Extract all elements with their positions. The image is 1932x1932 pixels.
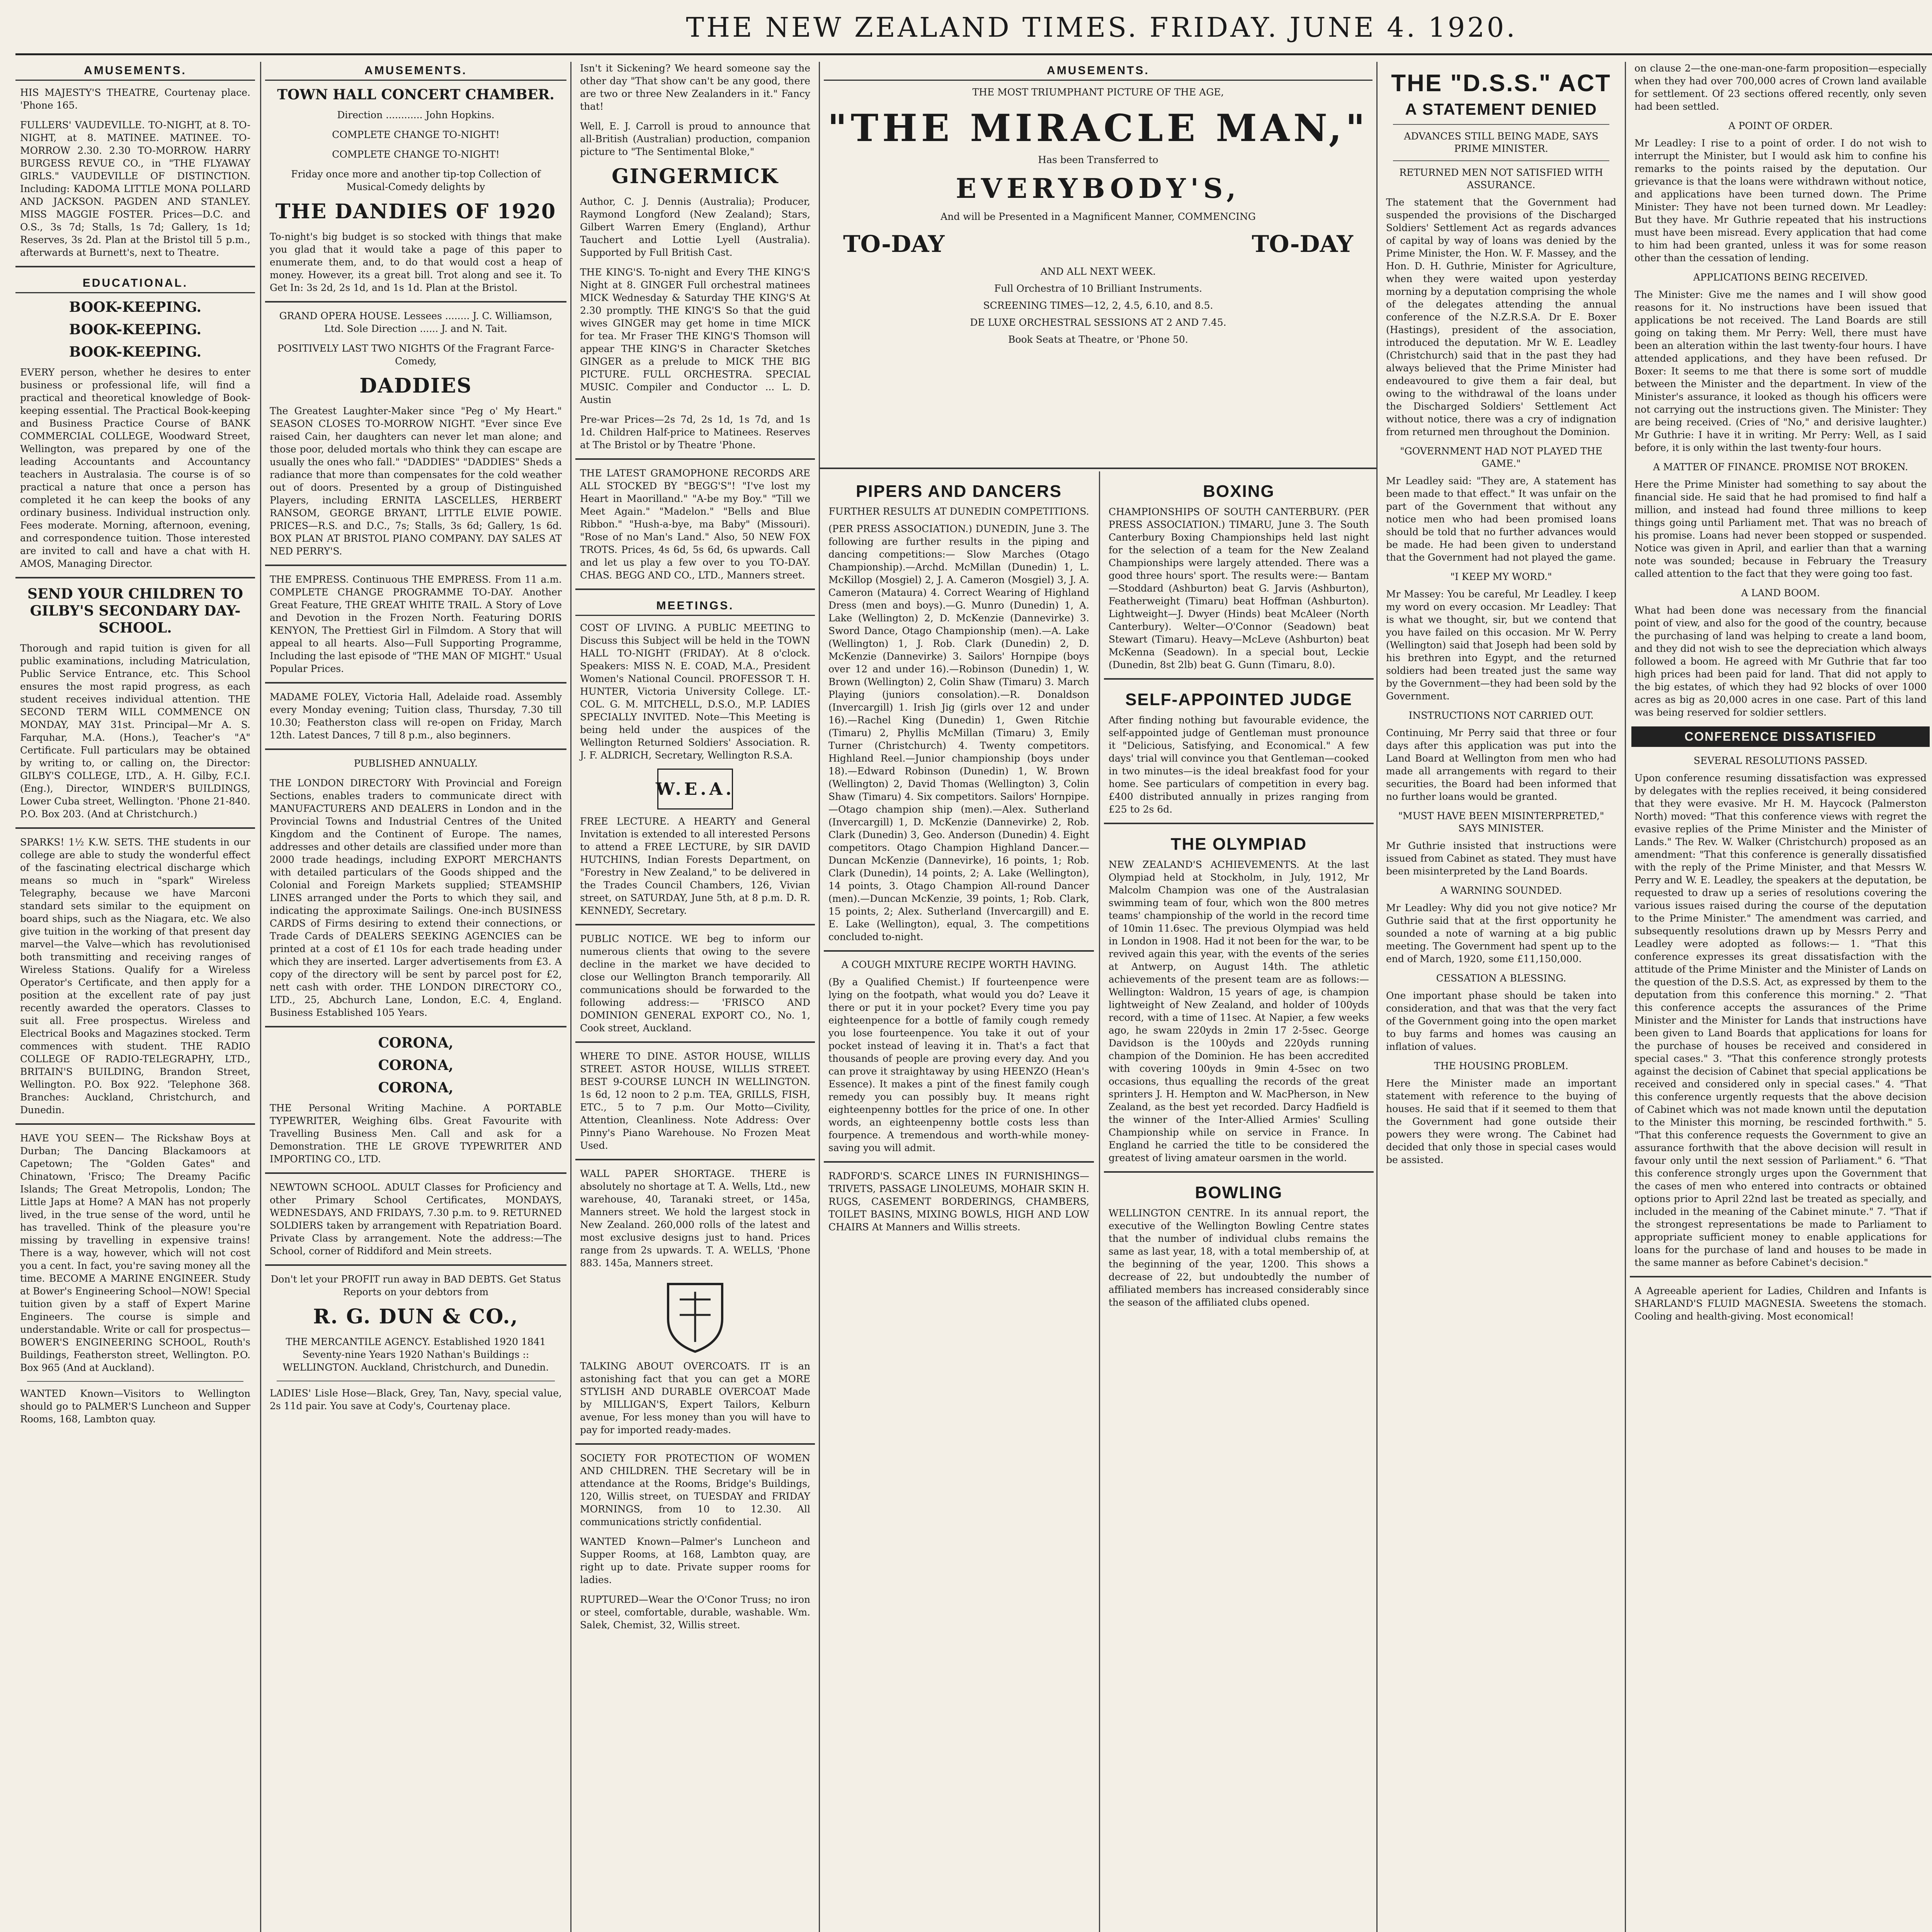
column-gingermick-meetings: [570, 62, 819, 1932]
dss-body-2: Mr Leadley said: "They are, A statement has been made to that effect." It was unfair on the part of the Government that without any notice men who had been promised loans should be told that no further advances would be made. He had been given to understand that the Government had not played the game.: [1386, 475, 1616, 563]
society-notice: SOCIETY FOR PROTECTION OF WOMEN AND CHILDREN. THE Secretary will be in attendance at the Rooms, Bridge's Buildings, 120, Willis street, on TUESDAY and FRIDAY MORNINGS, from 10 to 12.30. All communications strictly confidential.: [580, 1452, 810, 1527]
divider: [265, 682, 566, 684]
dss-cont-body-3: Here the Prime Minister had something to say about the financial side. He said that he had promised to find half a million, and instead had found three millions to keep things going until Parliament met. That was no breach of his promise. Loans had never been stopped or suspended. Notice was given in April, and earlier than that a warning note was sounded; because in February the Treasury called attention to the fact that they were going too fast.: [1634, 479, 1927, 579]
gingermick-body: Author, C. J. Dennis (Australia); Producer, Raymond Longford (New Zealand); Stars, Gilbert Warren Emery (England), Arthur Tauchert and Lottie Lyell (Australia). Supported by Full British Cast.: [580, 196, 810, 258]
dss-cont-body-4: What had been done was necessary from the financial point of view, and also for the good of the country, because the purchasing of land was helping to create a land boom, and they did not wish to see the depreciation which always followed a boom. He agreed with Mr Guthrie that far too high prices had been paid for land. That did not apply to the big estates, of which they had 92 blocks of over 1000 acres as big as 20,000 acres in one case. Part of this land was being reserved for soldier settlers.: [1634, 605, 1927, 718]
divider: [265, 748, 566, 750]
divider: [575, 1041, 815, 1043]
olympiad-body: NEW ZEALAND'S ACHIEVEMENTS. At the last Olympiad held at Stockholm, in July, 1912, Mr Malcolm Champion was one of the Australasian swimming team of four, which won the 800 metres teams' championship of the world in the record time of 10min 11.6sec. The previous Olympiad was held in London in 1908. Had it not been for the war, to be revived again this year, with the events of the series at Antwerp, on August 14th. The athletic achievements of the present team are as follows:— Wellington: Waldron, 15 years of age, is champion lightweight of New Zealand, and holder of 100yds record, with a time of 11sec. At Napier, a few weeks ago, he swam 220yds in 2min 17 2-5sec. George Davidson is the 100yds and 220yds running champion of the Dominion. He has been accredited with covering 100yds in 9min 4-5sec on two occasions, thus equalling the records of the great sprinters J. H. Hempton and W. MacPherson, in New Zealand, as the best yet recorded. Darcy Hadfield is the winner of the Inter-Allied Armies' Sculling Championship while on service in France. In England he carried the title to be considered the greatest of living amateur oarsmen in the world.: [1109, 859, 1369, 1163]
bookkeeping-heading-2: BOOK-KEEPING.: [69, 321, 202, 338]
dun-title: R. G. DUN & CO.,: [313, 1305, 519, 1328]
conference-banner: CONFERENCE DISSATISFIED: [1631, 726, 1930, 747]
divider: [265, 1172, 566, 1174]
bookkeeping-heading-3: BOOK-KEEPING.: [69, 344, 202, 360]
dun-body: THE MERCANTILE AGENCY. Established 1920 1841 Seventy-nine Years 1920 Nathan's Buildings :: WELLINGTON. Auckland, Christchurch, and Dunedin.: [282, 1336, 549, 1373]
empress-ad: THE EMPRESS. Continuous THE EMPRESS. From 11 a.m. COMPLETE CHANGE PROGRAMME TO-DAY. Another Great Feature, THE GREAT WHITE TRAIL. A Story of Love and Devotion in the Frozen North. Featuring DORIS KENYON, The Prettiest Girl in Filmdom. A Story that will appeal to all hearts. Also—Full Supporting Programme, Including the last episode of "THE MAN OF MIGHT." Usual Popular Prices.: [270, 574, 562, 674]
dss-body-8: Here the Minister made an important statement with reference to the buying of houses. He said that if it seemed to them that the Government had gone outside their powers they were wrong. The Cabinet had decided that only those in special cases would be assisted.: [1386, 1078, 1616, 1165]
corona-2: CORONA,: [378, 1057, 454, 1073]
cough-headline: A COUGH MIXTURE RECIPE WORTH HAVING.: [841, 959, 1077, 970]
free-lecture-notice: FREE LECTURE. A HEARTY and General Invitation is extended to all interested Persons to attend a FREE LECTURE, by SIR DAVID HUTCHINS, Indian Forests Department, on "Forestry in New Zealand," to be delivered in the Trades Council Chambers, 126, Vivian street, on SATURDAY, June 5th, at 8 p.m. D. R. KENNEDY, Secretary.: [580, 816, 810, 916]
dss-body-7: One important phase should be taken into consideration, and that was that the very fact of the Government going into the open market to buy farms and homes was causing an inflation of values.: [1386, 990, 1616, 1052]
dss-body-4: Continuing, Mr Perry said that three or four days after this application was put into the Land Board at Wellington from men who had made all arrangements with regard to their securities, the Board had been informed that no further loans would be granted.: [1386, 727, 1616, 802]
pipers-body: (PER PRESS ASSOCIATION.) DUNEDIN, June 3. The following are further results in the piping and dancing competitions:— Slow Marches (Otago Championship).—Archd. McMillan (Dunedin) 1, L. McKillop (Mosgiel) 2, J. A. Cameron (Mosgiel) 3, J. A. Cameron (Mataura) 4. Correct Wearing of Highland Dress (men and boys).—G. Munro (Dunedin) 1, A. Lake (Wellington) 2, D. McKenzie (Dannevirke) 3. Sword Dance, Otago Championship (men).—A. Lake (Wellington) 1, J. Rob. Clark (Dunedin) 2, D. McKenzie (Dannevirke) 3. Sailors' Hornpipe (boys over 12 and under 16).—Robinson (Dunedin) 1, W. Brown (Wellington) 2, Colin Shaw (Timaru) 3. March Playing (juniors consolation).—R. Donaldson (Invercargill) 1. Irish Jig (girls over 12 and under 16).—Rachel King (Dunedin) 1, Gwen Ritchie (Timaru) 2, Phyllis McMillan (Timaru) 3, Emily Turner (Christchurch) 4. Twenty competitors. Highland Reel.—Junior championship (boys under 18).—Edward Robinson (Dunedin) 1, W. Brown (Wellington) 2, David Thomas (Wellington) 3, Colin Shaw (Timaru) 4. Six competitors. Sailors' Hornpipe.—Otago champion ship (men).—Alex. Sutherland (Invercargill) 1, D. McKenzie (Dannevirke) 2, Rob. Clark (Dunedin) 3, Geo. Anderson (Dunedin) 4. Eight competitors. Otago Champion Highland Dancer.—Duncan McKenzie (Dannevirke), 16 points, 1; Rob. Clark (Dunedin), 14 points, 2; A. Lake (Wellington), 14 points, 3. Otago Champion All-round Dancer (men).—Duncan McKenzie, 39 points, 1; Rob. Clark, 15 points, 2; Alex. Sutherland (Invercargill) and E. E. Lake (Wellington), equal, 3. The competitions concluded to-night.: [828, 523, 1089, 942]
boxing-body: CHAMPIONSHIPS OF SOUTH CANTERBURY. (PER PRESS ASSOCIATION.) TIMARU, June 3. The South Canterbury Boxing Championships held last night for the selection of a team for the New Zealand Championships were largely attended. There was a good three hours' sport. The results were:— Bantam—Stoddard (Ashburton) beat G. Jarvis (Ashburton), Featherweight (Timaru) beat Hoffman (Ashburton). Lightweight—J. Dwyer (Hinds) beat McAleer (North Canterbury). Welter—O'Connor (Seadown) beat Stewart (Timaru). Heavy—McLeve (Ashburton) beat McKenna (Seadown). In a special bout, Leckie (Dunedin, 8st 2lb) beat G. Gunn (Timaru, 8.0).: [1109, 506, 1369, 670]
bank-commercial-college-ad: EVERY person, whether he desires to enter business or professional life, will find a practical and theoretical knowledge of Book-keeping essential. The Practical Book-keeping and Business Practice Course of BANK COMMERCIAL COLLEGE, Woodward Street, Wellington, was prepared by one of the leading Accountants and Accountancy teachers in Australasia. The course is of so practical a nature that once a person has completed it he can keep the books of any ordinary business. Individual instruction only. Fees moderate. Morning, afternoon, evening, and correspondence tuition. Those interested are invited to call and have a chat with H. AMOS, Managing Director.: [20, 367, 250, 569]
news-split: [820, 471, 1376, 1932]
corona-1: CORONA,: [378, 1035, 454, 1051]
divider: [824, 950, 1094, 952]
overcoats-ad: TALKING ABOUT OVERCOATS. IT is an astonishing fact that you can get a MORE STYLISH AND DURABLE OVERCOAT Made by MILLIGAN'S, Expert Tailors, Kelburn avenue, For less money than you will have to pay for imported ready-mades.: [580, 1361, 810, 1435]
sharlands-ad: A Agreeable aperient for Ladies, Children and Infants is SHARLAND'S FLUID MAGNESIA. Sweetens the stomach. Cooling and health-giving. Most economical!: [1634, 1285, 1927, 1322]
published-annually: PUBLISHED ANNUALLY.: [354, 758, 478, 769]
wall-paper-ad: WALL PAPER SHORTAGE. THERE is absolutely no shortage at T. A. Wells, Ltd., new warehouse, 40, Taranaki street, or 145a, Manners street. We hold the largest stock in New Zealand. 260,000 rolls of the latest and most exclusive designs just to hand. Prices range from 2s upwards. T. A. WELLS, 'Phone 883. 145a, Manners street.: [580, 1168, 810, 1269]
divider: [1393, 160, 1609, 161]
applications-subhead: APPLICATIONS BEING RECEIVED.: [1693, 272, 1868, 283]
divider: [15, 266, 255, 267]
divider: [27, 1381, 243, 1382]
column-amusements-educational: [12, 62, 259, 1932]
complete-change-1: COMPLETE CHANGE TO-NIGHT!: [332, 129, 500, 140]
section-heading: AMUSEMENTS.: [265, 62, 566, 81]
ruptured-ad: RUPTURED—Wear the O'Conor Truss; no iron or steel, comfortable, durable, washable. Wm. Salek, Chemist, 32, Willis street.: [580, 1594, 810, 1631]
column-miracle-man-news: [819, 62, 1376, 1932]
land-boom-subhead: A LAND BOOM.: [1741, 587, 1820, 599]
boxing-headline: BOXING: [1203, 482, 1275, 501]
not-played-subhead: "GOVERNMENT HAD NOT PLAYED THE GAME.": [1400, 446, 1602, 469]
pipers-subhead: FURTHER RESULTS AT DUNEDIN COMPETITIONS.: [828, 506, 1089, 517]
divider: [1104, 1171, 1374, 1173]
radio-college-ad: SPARKS! 1½ K.W. SETS. THE students in our college are able to study the wonderful effect of the fascinating electrical discharge which means so much in "spark" Wireless Telegraphy, because we have Marconi standard sets similar to the equipment on board ships, such as the Niagara, etc. We also give tuition in the working of that present day marvel—the Valve—which has revolutionised both transmitting and receiving ranges of Wireless Stations. Qualify for a Wireless Operator's Certificate, and then apply for a position at the excellent rate of pay just recently awarded the operators. Classes to suit all. Free prospectus. Wireless and Electrical Books and Magazines stocked. Term commences with student. THE RADIO COLLEGE OF RADIO-TELEGRAPHY, LTD., BRITAIN'S BUILDING, Brandon Street, Wellington. P.O. Box 922. 'Telephone 368. Branches: Auckland, Christchurch, and Dunedin.: [20, 837, 250, 1116]
divider: [15, 577, 255, 578]
complete-change-2: COMPLETE CHANGE TO-NIGHT!: [332, 149, 500, 160]
housing-subhead: THE HOUSING PROBLEM.: [1434, 1060, 1568, 1071]
palmers-wanted-ad: WANTED Known—Visitors to Wellington should go to PALMER'S Luncheon and Supper Rooms, 168, Lambton quay.: [20, 1388, 250, 1425]
divider: [575, 458, 815, 460]
news-right: [1099, 471, 1376, 1932]
olympiad-headline: THE OLYMPIAD: [1170, 835, 1307, 854]
friday-once-line: Friday once more and another tip-top Collection of Musical-Comedy delights by: [291, 168, 541, 192]
town-hall-heading: TOWN HALL CONCERT CHAMBER.: [277, 87, 554, 103]
returned-men-subhead: RETURNED MEN NOT SATISFIED WITH ASSURANCE.: [1399, 167, 1603, 190]
dss-cont-1: on clause 2—the one-man-one-farm proposition—especially when they had over 700,000 acres of Crown land available for settlement. Of 23 sections offered recently, only seven had been settled.: [1634, 63, 1927, 112]
dss-cont-body-5: Upon conference resuming dissatisfaction was expressed by delegates with the replies received, it being considered that they were evasive. Mr H. M. Haycock (Palmerston North) moved: "That this conference views with regret the evasive replies of the Prime Minister and the Minister of Lands." The Rev. W. Walker (Christchurch) proposed as an amendment: "That this conference is generally dissatisfied with the reply of the Prime Minister, and that Messrs W. Perry and W. E. Leadley, the speakers at the deputation, be requested to draw up a series of resolutions covering the various issues raised during the course of the deputation to the Prime Minister." The amendment was carried, and subsequently resolutions drawn up by Messrs Perry and Leadley were adopted as follows:— 1. "That this conference expresses its great dissatisfaction with the attitude of the Prime Minister and the Minister of Lands on the question of the D.S.S. Act, as expressed by them to the deputation from this conference this morning." 2. "That this conference accepts the assurances of the Prime Minister and the Minister for Lands that instructions have been given to Land Boards that applications for loans for the purchase of houses be received and considered in special cases." 3. "That this conference strongly protests against the decision of Cabinet that special applications be received and considered only in special cases." 4. "That this conference urgently requests that the above decision of Cabinet which was not made known until the deputation to the Minister this morning, be rescinded forthwith." 5. "That this conference requests the Government to give an assurance forthwith that the above decision will result in favour only until the next session of Parliament." 6. "That this conference strongly urges upon the Government that the cases of men who entered into contracts or obtained options prior to April 22nd last be treated as specially, and included in the meaning of the Cabinet minute." 7. "That if the strongest representations be made to Parliament to appropriate sufficient money to enable applications for loans for the purchase of land and houses to be made in the same manner as before Cabinet's decision.": [1634, 772, 1927, 1268]
cessation-subhead: CESSATION A BLESSING.: [1436, 973, 1566, 984]
instructions-subhead: INSTRUCTIONS NOT CARRIED OUT.: [1408, 710, 1594, 721]
divider: [575, 588, 815, 590]
advances-subhead: ADVANCES STILL BEING MADE, SAYS PRIME MINISTER.: [1404, 131, 1599, 154]
masthead: [0, 0, 1932, 58]
dss-body-3: Mr Massey: You be careful, Mr Leadley. I keep my word on every occasion. Mr Leadley: That is what we thought, sir, but we contend that you have failed on this occasion. Mr W. Perry (Wellington) said that Joseph had been sold by his brethren into Egypt, and the returned soldiers had been treated just the same way by the Government—they had been sold by the Government.: [1386, 588, 1616, 702]
direction-line: Direction ............ John Hopkins.: [337, 109, 495, 121]
his-majestys-ad: HIS MAJESTY'S THEATRE, Courtenay place. 'Phone 165.: [20, 87, 250, 111]
newtown-school-ad: NEWTOWN SCHOOL. ADULT Classes for Proficiency and other Primary School Certificates, MONDAYS, WEDNESDAYS, AND FRIDAYS, 7.30 p.m. to 9. RETURNED SOLDIERS taken by arrangement with Repatriation Board. Private Class by arrangement. Note the address:—The School, corner of Riddiford and Mein streets.: [270, 1182, 562, 1257]
divider: [265, 1264, 566, 1266]
book-seats-line: Book Seats at Theatre, or 'Phone 50.: [1008, 334, 1188, 345]
warning-subhead: A WARNING SOUNDED.: [1440, 885, 1562, 896]
section-heading: AMUSEMENTS.: [15, 62, 255, 81]
ladies-hose-ad: LADIES' Lisle Hose—Black, Grey, Tan, Navy, special value, 2s 11d pair. You save at Cody's, Courtenay place.: [270, 1388, 562, 1412]
everybodys-title: EVERYBODY'S,: [956, 172, 1241, 204]
today-row: [843, 231, 1353, 258]
bowling-headline: BOWLING: [1195, 1183, 1283, 1202]
judge-body: After finding nothing but favourable evidence, the self-appointed judge of Gentleman must pronounce it "Delicious, Satisfying, and Economical." A few days' trial will convince you that Gentleman—cooked in two minutes—is the ideal breakfast food for your home. See particulars of competition in every bag. £400 distributed annually in prizes ranging from £25 to 2s 6d.: [1109, 714, 1369, 815]
divider: [1393, 124, 1609, 125]
radfords-ad: RADFORD'S. SCARCE LINES IN FURNISHINGS—TRIVETS, PASSAGE LINOLEUMS, MOHAIR SKIN H. RUGS, CASEMENT BORDERINGS, CHAMBERS, TOILET BASINS, MIXING BOWLS, HIGH AND LOW CHAIRS At Manners and Willis streets.: [828, 1170, 1089, 1233]
gramophone-ad: THE LATEST GRAMOPHONE RECORDS ARE ALL STOCKED BY "BEGG'S"! "I've lost my Heart in Maorilland." "A-be my Boy." "Till we Meet Again." "Madelon." "Bells and Blue Ribbon." "Hush-a-bye, ma Baby" (Missouri). "Rose of no Man's Land." Also, 50 NEW FOX TROTS. Prices, 4s 6d, 5s 6d, 6s upwards. Call and let us play a few over to you TO-DAY. CHAS. BEGG AND CO., LTD., Manners street.: [580, 468, 810, 581]
section-heading: AMUSEMENTS.: [824, 62, 1372, 81]
dss-body-1: The statement that the Government had suspended the provisions of the Discharged Soldiers' Settlement Act as regards advances of capital by way of loans was denied by the Prime Minister, the Hon. W. F. Massey, and the Hon. D. H. Guthrie, Minister for Agriculture, when they were waited upon yesterday morning by a deputation comprising the whole of the delegates attending the annual conference of the N.Z.R.S.A. Dr E. Boxer (Hastings), president of the association, introduced the deputation. Mr W. E. Leadley (Christchurch) said that in the past they had always believed that the Prime Minister had endeavoured to give them a fair deal, but owing to the withdrawal of the loans under the Discharged Soldiers' Settlement Act without notice, there was a cry of indignation from returned men throughout the Dominion.: [1386, 197, 1616, 437]
dss-body-5: Mr Guthrie insisted that instructions were issued from Cabinet as stated. They must have been misinterpreted by the Land Boards.: [1386, 840, 1616, 877]
meetings-heading: MEETINGS.: [575, 597, 815, 616]
palmers-rooms-ad: WANTED Known—Palmer's Luncheon and Supper Rooms, at 168, Lambton quay, are right up to date. Private supper rooms for ladies.: [580, 1536, 810, 1585]
divider: [575, 924, 815, 925]
miracle-man-title: "THE MIRACLE MAN,": [827, 106, 1369, 150]
divider: [265, 565, 566, 566]
bowers-engineering-ad: HAVE YOU SEEN— The Rickshaw Boys at Durban; The Dancing Blackamoors at Capetown; The "Golden Gates" and Chinatown, 'Frisco; The Dreamy Pacific Islands; The Great Metropolis, London; The Little Japs at Home? A MAN has not properly lived, in the true sense of the word, until he has travelled. Think of the pleasure you're missing by travelling in expensive trains! There is a way, however, which will not cost you a cent. In fact, you're saving money all the time. BECOME A MARINE ENGINEER. Study at Bower's Engineering School—NOW! Special tuition given by a staff of Expert Marine Engineers. The course is simple and understandable. Write or call for prospectus—BOWER'S ENGINEERING SCHOOL, Routh's Buildings, Featherston street, Wellington. P.O. Box 965 (And at Auckland).: [20, 1133, 250, 1373]
dss-body-6: Mr Leadley: Why did you not give notice? Mr Guthrie said that at the first opportunity he sounded a note of warning at a big public meeting. The Government had spent up to the end of March, 1920, some £11,150,000.: [1386, 902, 1616, 964]
screening-times: SCREENING TIMES—12, 2, 4.5, 6.10, and 8.5.: [983, 300, 1213, 311]
column-dss-continued: [1625, 62, 1932, 1932]
gilbys-heading: SEND YOUR CHILDREN TO GILBY'S SECONDARY DAY-SCHOOL.: [27, 586, 243, 636]
corona-3: CORONA,: [378, 1080, 454, 1096]
kept-word-subhead: "I KEEP MY WORD.": [1450, 571, 1552, 582]
public-notice: PUBLIC NOTICE. WE beg to inform our numerous clients that owing to the severe decline in the market we have decided to close our Wellington Branch temporarily. All communications should be forwarded to the following address:— 'FRISCO AND DOMINION GENERAL EXPORT CO., No. 1, Cook street, Auckland.: [580, 933, 810, 1034]
divider: [1104, 823, 1374, 824]
divider: [15, 827, 255, 829]
must-have-subhead: "MUST HAVE BEEN MISINTERPRETED," SAYS MINISTER.: [1398, 810, 1604, 834]
statement-denied-headline: A STATEMENT DENIED: [1405, 100, 1597, 118]
divider: [575, 1443, 815, 1445]
today-left: TO-DAY: [843, 231, 945, 258]
judge-headline: SELF-APPOINTED JUDGE: [1125, 690, 1352, 709]
resolutions-subhead: SEVERAL RESOLUTIONS PASSED.: [1694, 755, 1867, 766]
cough-body: (By a Qualified Chemist.) If fourteenpence were lying on the footpath, what would you do? Leave it there or put it in your pocket? Every time you pay eighteenpence for a bottle of family cough remedy you lose fourteenpence. You take it out of your pocket instead of leaving it in. That's a fact that thousands of people are proving every day. And you can prove it straightaway by using HEENZO (Hean's Essence). It makes a pint of the finest family cough remedy you can possibly buy. It means right eighteenpenny bottles for the price of one. In other words, an eighteenpenny bottle costs less than fourpence. A tremendous and worth-while money-saving you will admit.: [828, 976, 1089, 1153]
bookkeeping-heading-1: BOOK-KEEPING.: [69, 299, 202, 315]
divider: [1104, 678, 1374, 680]
divider: [575, 1159, 815, 1160]
divider: [15, 1123, 255, 1125]
corona-typewriter-ad: THE Personal Writing Machine. A PORTABLE TYPEWRITER, Weighing 6lbs. Great Favourite with Travelling Business Men. Call and ask for a Demonstration. THE LE GROVE TYPEWRITER AND IMPORTING CO., LTD.: [270, 1102, 562, 1165]
cost-of-living-notice: COST OF LIVING. A PUBLIC MEETING to Discuss this Subject will be held in the TOWN HALL TO-NIGHT (FRIDAY). At 8 o'clock. Speakers: MISS N. E. COAD, M.A., President Women's National Council. PROFESSOR T. H. HUNTER, Victoria University College. LT.-COL. G. M. MITCHELL, D.S.O., M.P. LADIES SPECIALLY INVITED. Note—This Meeting is being held under the auspices of the Wellington Returned Soldiers' Association. R. J. F. ALDRICH, Secretary, Wellington R.S.A.: [580, 622, 810, 761]
newspaper-title: THE NEW ZEALAND TIMES. FRIDAY. JUNE 4. 1920.: [686, 12, 1517, 43]
gingermick-title: GINGERMICK: [612, 165, 779, 188]
wea-logo: W.E.A.: [657, 769, 733, 810]
bowling-body: WELLINGTON CENTRE. In its annual report, the executive of the Wellington Bowling Centre states that the number of individual clubs remains the same as last year, 18, with a total membership of, at the beginning of the year, 1200. This shows a decrease of 22, but undoubtedly the number of affiliated members has increased considerably since the season of the affiliated clubs opened.: [1109, 1208, 1369, 1308]
crest-shield-icon: [660, 1276, 730, 1354]
point-of-order-subhead: A POINT OF ORDER.: [1728, 120, 1833, 131]
divider: [265, 301, 566, 303]
madame-foley-ad: MADAME FOLEY, Victoria Hall, Adelaide road. Assembly every Monday evening; Tuition class, Thursday, 7.30 till 10.30; Featherston class will re-open on Friday, March 12th. Latest Dances, 7 till 8 p.m., also beginners.: [270, 691, 562, 741]
grand-opera-heading: GRAND OPERA HOUSE. Lessees ........ J. C. Williamson, Ltd. Sole Direction ...... J. and N. Tait.: [279, 310, 553, 334]
dandies-title: THE DANDIES OF 1920: [275, 200, 556, 223]
dss-cont-body-2: The Minister: Give me the names and I will show good reasons for it. No instructions have been issued that applications be not received. The Land Boards are still going on taking them. Mr Perry: Well, there must have been an alteration within the last twenty-four hours. I have attended applications, and they have been refused. Dr Boxer: It seems to me that there is some sort of muddle between the Minister and the department. In view of the Minister's assurance, it looked as though his officers were not carrying out the instructions given. The Minister: They are being received. (Cries of "No," and derisive laughter.) Mr Guthrie: I have it in writing. Mr Perry: Well, as I said before, it is only within the last twenty-four hours.: [1634, 289, 1927, 453]
masthead-rule: [15, 53, 1932, 55]
dandies-body: To-night's big budget is so stocked with things that make you glad that it would take a page of this paper to enumerate them, and, to do that would cost a heap of money. However, its a great bill. Trot along and see it. To Get In: 3s 2d, 2s 1d, and 1s 1d. Plan at the Bristol.: [270, 231, 562, 293]
prewar-prices: Pre-war Prices—2s 7d, 2s 1d, 1s 7d, and 1s 1d. Children Half-price to Matinees. Reserves at The Bristol or by Theatre 'Phone.: [580, 414, 810, 451]
daddies-body: The Greatest Laughter-Maker since "Peg o' My Heart." SEASON CLOSES TO-MORROW NIGHT. "Ever since Eve raised Cain, her daughters can never let man alone; and those poor, deluded mortals who think they can escape are usually the ones who fall." "DADDIES" "DADDIES" Sheds a radiance that more than compensates for the cold weather out of doors. Presented by a group of Distinguished Players, including ERNITA LASCELLES, HERBERT RANSOM, GEORGE BRYANT, LITTLE ELVIE POWIE. PRICES—R.S. and D.C., 7s; Stalls, 3s 6d; Gallery, 1s 6d. BOX PLAN AT BRISTOL PIANO COMPANY. DAY SALES AT NED PERRY'S.: [270, 405, 562, 557]
pipers-headline: PIPERS AND DANCERS: [855, 482, 1062, 501]
all-next-week: AND ALL NEXT WEEK.: [1040, 266, 1156, 277]
column-amusements-2: [260, 62, 570, 1932]
divider: [265, 1026, 566, 1027]
dss-cont-body-1: Mr Leadley: I rise to a point of order. I do not wish to interrupt the Minister, but I would ask him to confine his remarks to the points raised by the deputation. Our grievance is that the loans were withdrawn without notice, and applications have been turned down. The Prime Minister: They have not been turned down. Mr Leadley: But they have. Mr Guthrie repeated that his instructions must have been misread. Every application that had come to him had been granted, unless it was for some reason other than the cessation of lending.: [1634, 138, 1927, 264]
divider: [824, 1161, 1094, 1163]
london-directory-ad: THE LONDON DIRECTORY With Provincial and Foreign Sections, enables traders to communicate direct with MANUFACTURERS AND DEALERS in London and in the Provincial Towns and Industrial Centres of the United Kingdom and the Continent of Europe. The names, addresses and other details are classified under more than 2000 trade headings, including EXPORT MERCHANTS with detailed particulars of the Goods shipped and the Colonial and Foreign Markets supplied; STEAMSHIP LINES arranged under the Ports to which they sail, and indicating the approximate Sailings. One-inch BUSINESS CARDS of Firms desiring to extend their connections, or Trade Cards of DEALERS SEEKING AGENCIES can be printed at a cost of £1 10s for each trade heading under which they are inserted. Larger advertisements from £3. A copy of the directory will be sent by parcel post for £2, nett cash with order. THE LONDON DIRECTORY CO., LTD., 25, Abchurch Lane, London, E.C. 4, England. Business Established 105 Years.: [270, 777, 562, 1018]
sickening-ad: Isn't it Sickening? We heard someone say the other day "That show can't be any good, there are two or three New Zealanders in it." Fancy that!: [580, 63, 810, 112]
kings-theatre-ad: THE KING'S. To-night and Every THE KING'S Night at 8. GINGER Full orchestral matinees MICK Wednesday & Saturday THE KING'S At 2.30 promptly. THE KING'S So that the guid wives GINGER may get home in time MICK for tea. Mr Fraser THE KING'S Thomson will appear THE KING'S in Character Sketches GINGER as a prelude to MICK THE BIG PICTURE. FULL ORCHESTRA. SPECIAL MUSIC. Compiler and Conductor ... L. D. Austin: [580, 267, 810, 405]
where-to-dine-ad: WHERE TO DINE. ASTOR HOUSE, WILLIS STREET. ASTOR HOUSE, WILLIS STREET. BEST 9-COURSE LUNCH IN WELLINGTON. 1s 6d, 12 noon to 2 p.m. TEA, GRILLS, FISH, ETC., 5 to 7 p.m. Our Motto—Civility, Attention, Cleanliness. Note Address: Over Pinny's Piano Warehouse. No Frozen Meat Used.: [580, 1051, 810, 1151]
section-heading-educational: EDUCATIONAL.: [15, 274, 255, 293]
column-dss-act: [1376, 62, 1625, 1932]
orchestra-line: Full Orchestra of 10 Brilliant Instruments.: [994, 283, 1202, 294]
dss-act-headline: THE "D.S.S." ACT: [1391, 70, 1611, 97]
crest-icon: [660, 1276, 730, 1354]
gilbys-college-ad: Thorough and rapid tuition is given for all public examinations, including Matriculation, Public Service Entrance, etc. This School ensures the most rapid progress, as each student receives individual attention. THE SECOND TERM WILL COMMENCE ON MONDAY, MAY 31st. Principal—Mr A. S. Farquhar, M.A. (Hons.), Teacher's "A" Certificate. Full particulars may be obtained by writing to, or calling on, the Director: GILBY'S COLLEGE, LTD., A. H. Gilby, F.C.I. (Eng.), Director, WINDER'S BUILDINGS, Lower Cuba street, Wellington. 'Phone 21-840. P.O. Box 203. (And at Christchurch.): [20, 643, 250, 820]
profit-line: Don't let your PROFIT run away in BAD DEBTS. Get Status Reports on your debtors from: [270, 1274, 561, 1298]
daddies-title: DADDIES: [359, 374, 472, 398]
carroll-ad: Well, E. J. Carroll is proud to announce that all-British (Australian) production, companion picture to "The Sentimental Bloke,": [580, 121, 810, 157]
presented-line: And will be Presented in a Magnificent Manner, COMMENCING: [940, 211, 1256, 222]
transferred-line: Has been Transferred to: [1038, 154, 1158, 165]
positively-last-line: POSITIVELY LAST TWO NIGHTS Of the Fragrant Farce-Comedy,: [277, 343, 554, 367]
today-right: TO-DAY: [1252, 231, 1353, 258]
news-left: [820, 471, 1098, 1932]
fullers-vaudeville-ad: FULLERS' VAUDEVILLE. TO-NIGHT, at 8. TO-NIGHT, at 8. MATINEE. MATINEE. TO-MORROW 2.30. 2.30 TO-MORROW. HARRY BURGESS REVUE CO., in "THE FLYAWAY GIRLS." VAUDEVILLE OF DISTINCTION. Including: KADOMA LITTLE MONA POLLARD AND JACKSON. PAGDEN AND STANLEY. MISS MAGGIE FOSTER. Prices—D.C. and O.S., 3s 7d; Stalls, 1s 7d; Gallery, 1s 1d; Reserves, 3s 2d. Plan at the Bristol till 5 p.m., afterwards at Burnett's, next to Theatre.: [20, 119, 250, 258]
de-luxe-sessions: DE LUXE ORCHESTRAL SESSIONS AT 2 AND 7.45.: [970, 317, 1226, 328]
finance-subhead: A MATTER OF FINANCE. PROMISE NOT BROKEN.: [1653, 461, 1908, 473]
divider: [1630, 1276, 1931, 1277]
miracle-man-ad: [820, 62, 1376, 469]
triumphant-line: THE MOST TRIUMPHANT PICTURE OF THE AGE,: [972, 87, 1224, 98]
